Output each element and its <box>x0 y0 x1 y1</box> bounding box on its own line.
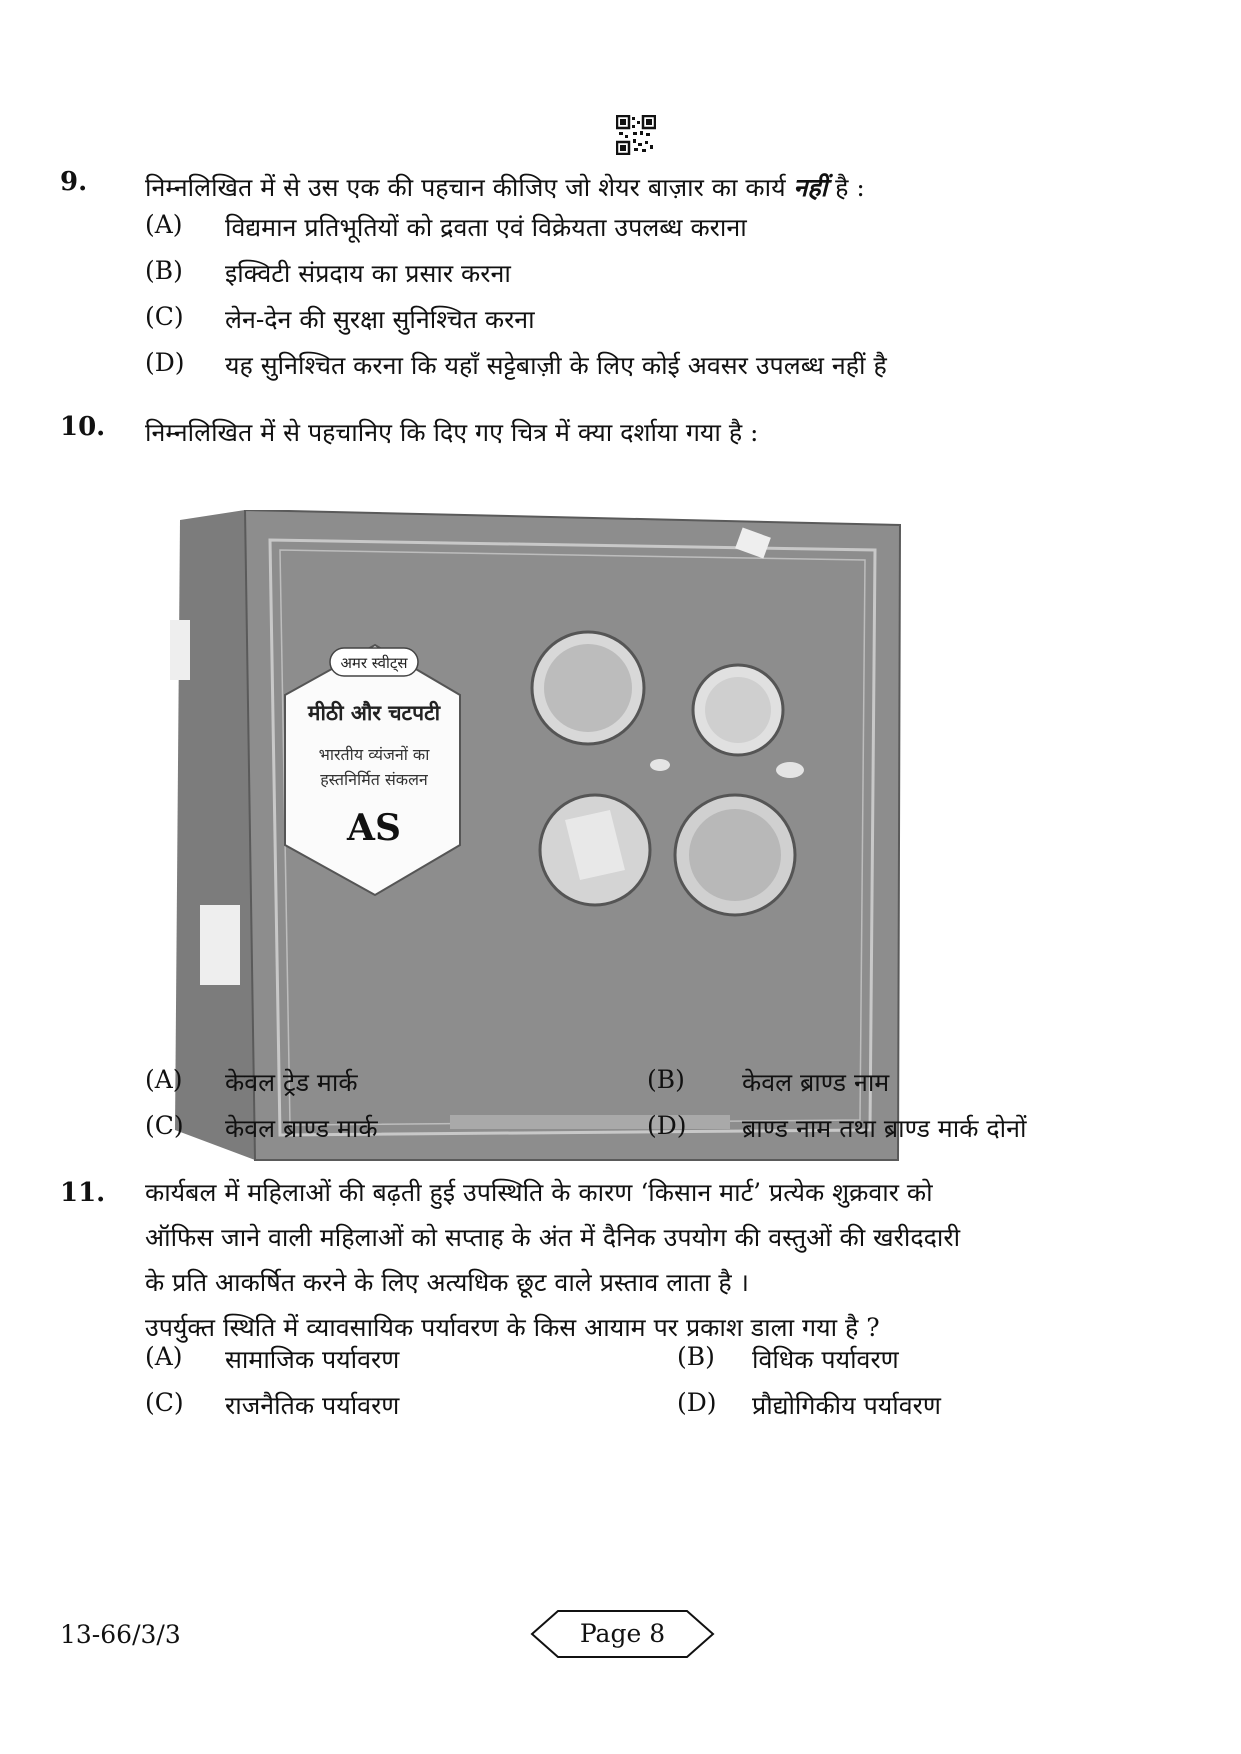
option-label: (D) <box>145 348 185 377</box>
qr-code-icon <box>616 115 656 155</box>
question-line: कार्यबल में महिलाओं की बढ़ती हुई उपस्थिति के कारण ‘किसान मार्ट’ प्रत्येक शुक्रवार को <box>145 1178 933 1207</box>
brand-name-text: मीठी और चटपटी <box>307 700 441 725</box>
option-text: प्रौद्योगिकीय पर्यावरण <box>752 1391 941 1420</box>
option-text: ब्राण्ड नाम तथा ब्राण्ड मार्क दोनों <box>742 1114 1027 1143</box>
option-label: (A) <box>145 1342 183 1371</box>
paper-code: 13-66/3/3 <box>60 1620 181 1649</box>
question-text: निम्नलिखित में से पहचानिए कि दिए गए चित्र में क्या दर्शाया गया है : <box>145 418 759 447</box>
option-text: केवल ट्रेड मार्क <box>225 1068 358 1097</box>
question-number: 10. <box>60 412 106 442</box>
option-label: (A) <box>145 210 183 239</box>
question-line: ऑफिस जाने वाली महिलाओं को सप्ताह के अंत में दैनिक उपयोग की वस्तुओं की खरीददारी <box>145 1223 961 1252</box>
brand-top-text: अमर स्वीट्स <box>340 654 408 672</box>
option-text: विधिक पर्यावरण <box>752 1345 899 1374</box>
option-label: (D) <box>647 1111 687 1140</box>
question-line: के प्रति आकर्षित करने के लिए अत्यधिक छूट वाले प्रस्ताव लाता है । <box>145 1268 750 1297</box>
option-text: लेन-देन की सुरक्षा सुनिश्चित करना <box>225 305 535 334</box>
option-label: (B) <box>647 1065 685 1094</box>
page-number-badge <box>530 1608 715 1660</box>
option-text: राजनैतिक पर्यावरण <box>225 1391 400 1420</box>
option-label: (C) <box>145 1111 184 1140</box>
option-label: (B) <box>677 1342 715 1371</box>
option-text: केवल ब्राण्ड नाम <box>742 1068 890 1097</box>
brand-logo: AS <box>347 807 401 849</box>
option-text: केवल ब्राण्ड मार्क <box>225 1114 378 1143</box>
option-label: (C) <box>145 302 184 331</box>
question-number: 9. <box>60 167 88 197</box>
tagline-line-2: हस्तनिर्मित संकलन <box>320 770 428 789</box>
question-line: उपर्युक्त स्थिति में व्यावसायिक पर्यावरण के किस आयाम पर प्रकाश डाला गया है ? <box>145 1313 880 1342</box>
question-text-part: है : <box>827 173 865 202</box>
option-label: (D) <box>677 1388 717 1417</box>
option-text: सामाजिक पर्यावरण <box>225 1345 400 1374</box>
question-text <box>145 1170 1175 1350</box>
option-text: यह सुनिश्चित करना कि यहाँ सट्टेबाज़ी के लिए कोई अवसर उपलब्ध नहीं है <box>225 351 887 380</box>
tagline-line-1: भारतीय व्यंजनों का <box>318 745 430 764</box>
option-label: (A) <box>145 1065 183 1094</box>
question-number: 11. <box>60 1178 106 1208</box>
option-label: (C) <box>145 1388 184 1417</box>
question-emphasis: नहीं <box>793 173 828 202</box>
option-text: विद्यमान प्रतिभूतियों को द्रवता एवं विक्रेयता उपलब्ध कराना <box>225 213 747 242</box>
page-label: Page 8 <box>579 1619 666 1648</box>
option-text: इक्विटी संप्रदाय का प्रसार करना <box>225 259 511 288</box>
question-text-part: निम्नलिखित में से उस एक की पहचान कीजिए जो शेयर बाज़ार का कार्य <box>145 173 794 202</box>
option-label: (B) <box>145 256 183 285</box>
question-text <box>145 165 1175 210</box>
